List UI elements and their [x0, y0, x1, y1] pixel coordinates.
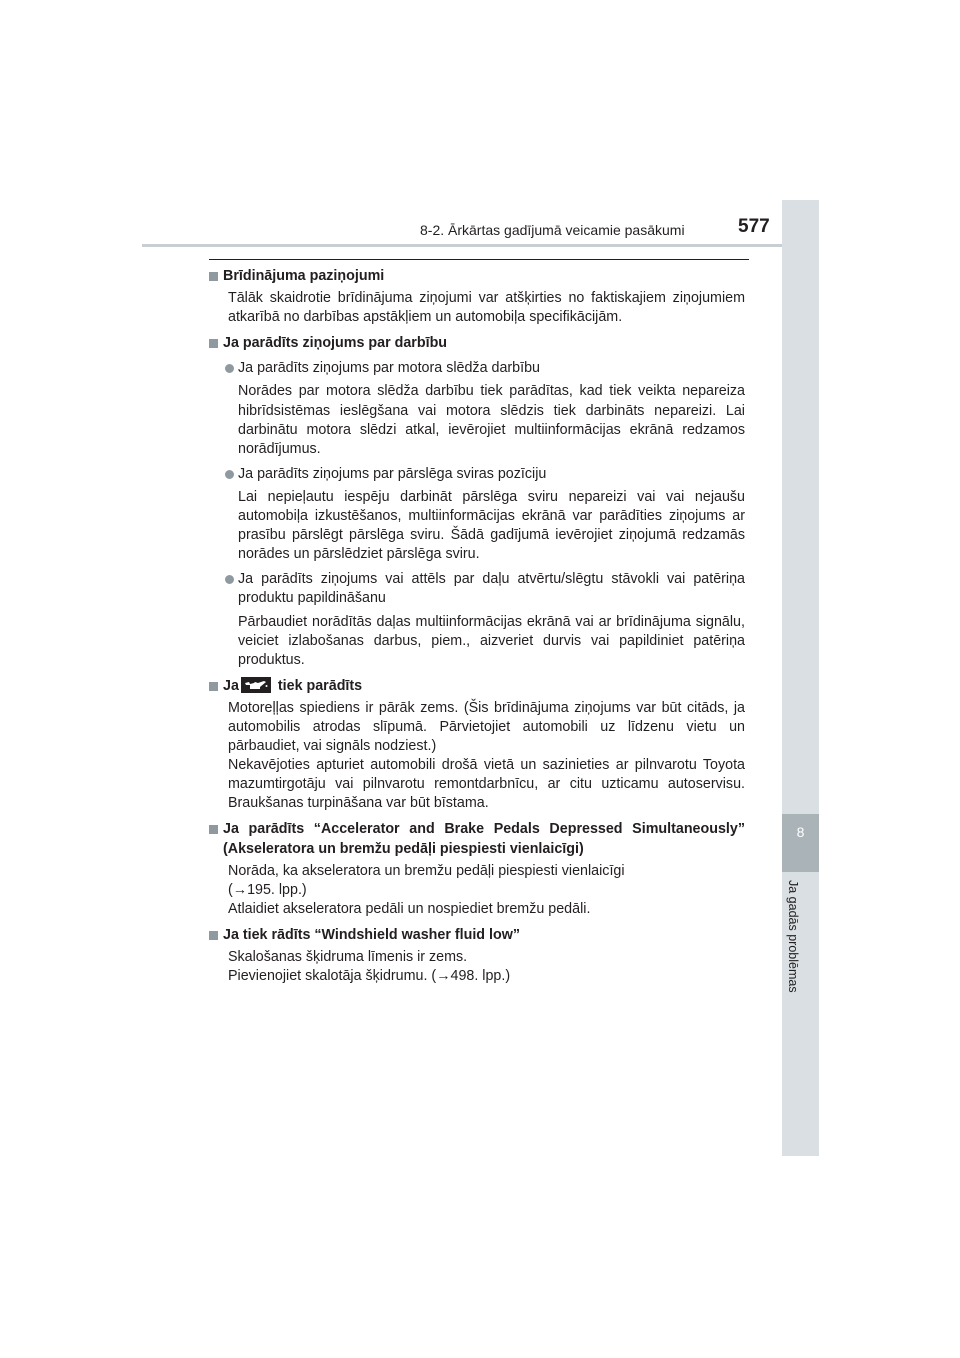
heading-warning-messages: Brīdinājuma paziņojumi: [209, 267, 745, 286]
page-content: [209, 267, 745, 986]
circle-bullet-icon: [225, 470, 234, 479]
content-top-rule: [209, 259, 749, 260]
heading-pedals-simultaneous: Ja parādīts “Accelerator and Brake Pedals Depressed Simultaneously” (Akseleratora un bremžu pedāļi piespiesti vienlaicīgi): [209, 820, 745, 858]
page-reference: (→195. lpp.): [209, 881, 745, 900]
square-bullet-icon: [209, 272, 218, 281]
header-rule: [142, 244, 819, 247]
circle-bullet-icon: [225, 575, 234, 584]
square-bullet-icon: [209, 931, 218, 940]
heading-oil-pressure: Ja tiek parādīts: [209, 677, 745, 696]
paragraph: Norāda, ka akseleratora un bremžu pedāļi piespiesti vienlaicīgi: [228, 862, 625, 879]
section-header: 8-2. Ārkārtas gadījumā veicamie pasākumi: [420, 222, 685, 238]
paragraph: Pārbaudiet norādītās daļas multiinformācijas ekrānā vai ar brīdinājuma signālu, veiciet izlabošanas darbus, piem., aizveriet durvis vai papildiniet patēriņa produktus.: [238, 613, 745, 668]
paragraph: Nekavējoties apturiet automobili drošā vietā un sazinieties ar pilnvarotu Toyota mazumtirgotāju vai pilnvarotu remontdarbnīcu, ar citu uzticamu autoservisu. Braukšanas turpināšana var būt bīstama.: [228, 757, 745, 812]
paragraph: Tālāk skaidrotie brīdinājuma ziņojumi var atšķirties no faktiskajiem ziņojumiem atkarībā no darbības apstākļiem un automobiļa specifikācijām.: [228, 290, 745, 326]
arrow-icon: →: [436, 968, 451, 985]
chapter-label: Ja gadās problēmas: [786, 880, 800, 993]
paragraph: Motoreļļas spiediens ir pārāk zems. (Šis brīdinājuma ziņojums var būt citāds, ja automobilis atrodas slīpumā. Pārvietojiet automobili uz līdzenu vietu un pārbaudiet, vai signāls nodziest.): [228, 699, 745, 755]
chapter-number-tab: [782, 814, 819, 872]
square-bullet-icon: [209, 339, 218, 348]
circle-bullet-icon: [225, 364, 234, 373]
arrow-icon: →: [232, 881, 248, 898]
chapter-number: 8: [796, 824, 805, 840]
bullet-item: Ja parādīts ziņojums par pārslēga sviras pozīciju: [209, 465, 745, 484]
paragraph: Norādes par motora slēdža darbību tiek parādītas, kad tiek veikta nepareiza hibrīdsistēmas ieslēgšana vai motora slēdzis tiek darbināts nepareizi. Lai darbinātu motora slēdzi atkal, ievērojiet multiinformācijas ekrānā redzamos norādījumus.: [238, 383, 745, 457]
paragraph: Pievienojiet skalotāja šķidrumu. (→498. lpp.): [209, 967, 745, 986]
heading-washer-fluid: Ja tiek rādīts “Windshield washer fluid low”: [209, 926, 745, 945]
bullet-item: Ja parādīts ziņojums vai attēls par daļu atvērtu/slēgtu stāvokli vai patēriņa produktu papildināšanu: [209, 570, 745, 608]
oil-can-icon: [241, 677, 271, 693]
paragraph: Atlaidiet akseleratora pedāli un nospiediet bremžu pedāli.: [228, 900, 591, 917]
heading-operation-message: Ja parādīts ziņojums par darbību: [209, 334, 745, 353]
square-bullet-icon: [209, 825, 218, 834]
square-bullet-icon: [209, 682, 218, 691]
bullet-item: Ja parādīts ziņojums par motora slēdža darbību: [209, 359, 745, 378]
page-number: 577: [738, 216, 770, 237]
paragraph: Lai nepieļautu iespēju darbināt pārslēga sviru nepareizi vai vai nejaušu automobiļa izkustēšanos, multiinformācijas ekrānā var parādīties ziņojums ar prasību pārslēgt pārslēga sviru. Šādā gadījumā ievērojiet ziņojumā redzamās norādes un pārslēdziet pārslēga sviru.: [238, 488, 745, 563]
paragraph: Skalošanas šķidruma līmenis ir zems.: [228, 949, 468, 965]
chapter-side-tab: [782, 200, 819, 1156]
